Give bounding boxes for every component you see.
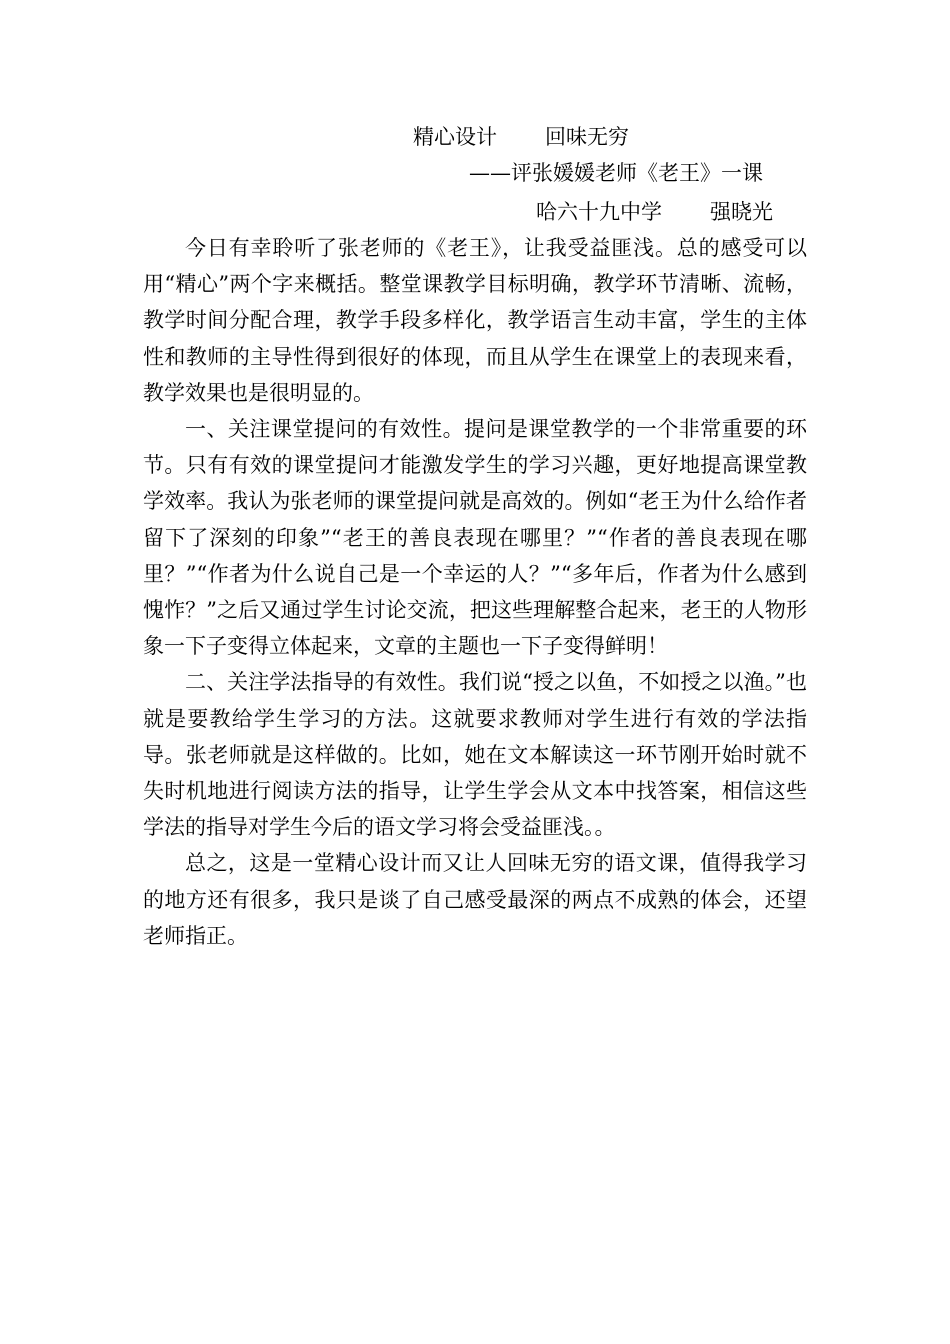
document-subtitle: ——评张媛媛老师《老王》一课 bbox=[469, 161, 763, 185]
title-part-1: 精心设计 bbox=[413, 125, 497, 149]
paragraph-point-2: 二、关注学法指导的有效性。我们说“授之以鱼，不如授之以渔。”也就是要教给学生学习的方法。这就要求教师对学生进行有效的学法指导。张老师就是这样做的。比如，她在文本解读这一环节刚开始时就不失时机地进行阅读方法的指导，让学生学会从文本中找答案，相信这些学法的指导对学生今后的语文学习将会受益匪浅。。 bbox=[143, 670, 807, 840]
paragraph-conclusion: 总之，这是一堂精心设计而又让人回味无穷的语文课，值得我学习的地方还有很多，我只是谈了自己感受最深的两点不成熟的体会，还望老师指正。 bbox=[143, 851, 807, 948]
document-title bbox=[413, 122, 629, 152]
paragraph-intro: 今日有幸聆听了张老师的《老王》，让我受益匪浅。总的感受可以用“精心”两个字来概括。整堂课教学目标明确，教学环节清晰、流畅，教学时间分配合理，教学手段多样化，教学语言生动丰富，学生的主体性和教师的主导性得到很好的体现，而且从学生在课堂上的表现来看，教学效果也是很明显的。 bbox=[143, 236, 807, 405]
document-body bbox=[143, 230, 807, 954]
author-name: 强晓光 bbox=[710, 200, 773, 224]
title-part-2: 回味无穷 bbox=[545, 125, 629, 149]
author-school: 哈六十九中学 bbox=[536, 200, 662, 224]
paragraph-point-1: 一、关注课堂提问的有效性。提问是课堂教学的一个非常重要的环节。只有有效的课堂提问才能激发学生的学习兴趣，更好地提高课堂教学效率。我认为张老师的课堂提问就是高效的。例如“老王为什么给作者留下了深刻的印象”“老王的善良表现在哪里？”“作者的善良表现在哪里？”“作者为什么说自己是一个幸运的人？”“多年后，作者为什么感到愧怍？”之后又通过学生讨论交流，把这些理解整合起来，老王的人物形象一下子变得立体起来，文章的主题也一下子变得鲜明！ bbox=[143, 417, 807, 659]
author-line bbox=[536, 197, 773, 227]
